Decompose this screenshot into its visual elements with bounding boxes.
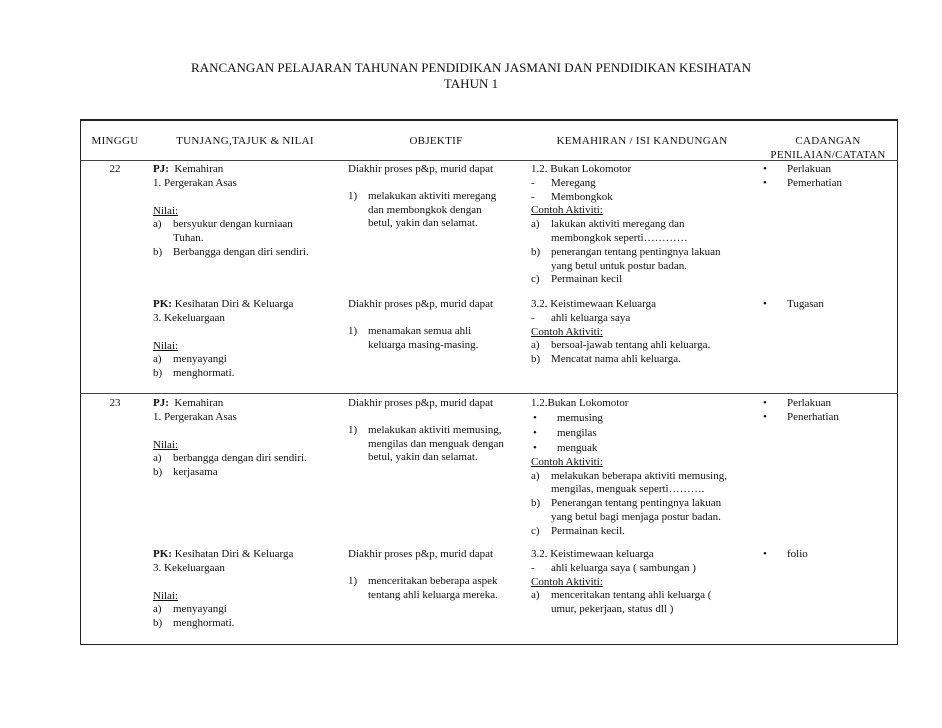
objektif-intro: Diakhir proses p&p, murid dapat: [348, 298, 494, 310]
objektif-item: 1) melakukan aktiviti meregang: [348, 189, 497, 202]
nilai-item: a) berbangga dengan diri sendiri.: [153, 452, 307, 465]
objektif-item-cont: betul, yakin dan selamat.: [368, 451, 478, 464]
header-cadangan: [760, 135, 896, 161]
aktiviti-item: b) Penerangan tentang pentingnya lakuan: [531, 497, 722, 510]
header-rule: [80, 160, 898, 161]
contoh-label: Contoh Aktiviti:: [531, 204, 603, 217]
cadangan-item: • Perlakuan: [763, 397, 831, 409]
kemahiran-title: 1.2. Bukan Lokomotor: [531, 163, 632, 175]
kemahiran-bullet: • memusing: [533, 411, 603, 424]
kemahiran-item: - ahli keluarga saya: [531, 311, 631, 324]
aktiviti-item: a) melakukan beberapa aktiviti memusing,: [531, 469, 727, 482]
header-objektif: OBJEKTIF: [409, 135, 463, 147]
tunjang-heading: PJ: Kemahiran: [153, 397, 224, 409]
cadangan-cell: [761, 163, 895, 191]
kemahiran-title: 3.2. Keistimewaan keluarga: [531, 548, 654, 560]
tunjang-topic: 3. Kekeluargaan: [153, 561, 225, 574]
cadangan-item: • Tugasan: [763, 298, 824, 310]
contoh-label: Contoh Aktiviti:: [531, 455, 603, 468]
objektif-intro: Diakhir proses p&p, murid dapat: [348, 163, 494, 175]
kemahiran-bullet: • menguak: [533, 441, 598, 454]
kemahiran-title: 1.2.Bukan Lokomotor: [531, 397, 629, 409]
objektif-item-cont: tentang ahli keluarga mereka.: [368, 588, 498, 601]
cadangan-item: • folio: [763, 548, 808, 560]
cadangan-cell: [761, 397, 895, 425]
nilai-item: a) menyayangi: [153, 353, 227, 366]
aktiviti-item-cont: mengilas, menguak seperti……….: [551, 483, 705, 496]
aktiviti-item: c) Permainan kecil.: [531, 524, 625, 537]
header-tunjang: TUNJANG,TAJUK & NILAI: [176, 135, 314, 147]
kemahiran-item: - Membongkok: [531, 190, 613, 203]
objektif-cell: [348, 397, 528, 465]
kemahiran-cell: [531, 548, 756, 617]
cadangan-item: • Perlakuan: [763, 163, 831, 175]
kemahiran-cell: [531, 397, 756, 539]
document-title: RANCANGAN PELAJARAN TAHUNAN PENDIDIKAN JASMANI DAN PENDIDIKAN KESIHATAN: [191, 60, 751, 75]
objektif-intro: Diakhir proses p&p, murid dapat: [348, 397, 494, 409]
aktiviti-item: b) penerangan tentang pentingnya lakuan: [531, 245, 721, 258]
objektif-item: 1) menamakan semua ahli: [348, 324, 472, 337]
tunjang-cell: [153, 548, 343, 631]
aktiviti-item-cont: membongkok seperti…………: [551, 231, 688, 244]
nilai-label: Nilai:: [153, 339, 179, 352]
contoh-label: Contoh Aktiviti:: [531, 575, 603, 588]
tunjang-topic: 3. Kekeluargaan: [153, 311, 225, 324]
tunjang-topic: 1. Pergerakan Asas: [153, 176, 237, 189]
header-minggu: MINGGU: [91, 135, 139, 147]
tunjang-cell: [153, 163, 343, 260]
nilai-item: b) menghormati.: [153, 617, 235, 630]
cadangan-item: • Pemerhatian: [763, 176, 842, 189]
tunjang-heading: PK: Kesihatan Diri & Keluarga: [153, 298, 294, 310]
week-divider: [80, 393, 898, 394]
document-subtitle: TAHUN 1: [443, 76, 499, 91]
tunjang-cell: [153, 397, 343, 480]
objektif-cell: [348, 163, 528, 231]
tunjang-topic: 1. Pergerakan Asas: [153, 410, 237, 423]
header-cadangan-line2: PENILAIAN/CATATAN: [770, 149, 886, 161]
nilai-item: b) menghormati.: [153, 367, 235, 380]
objektif-cell: [348, 298, 528, 352]
objektif-item-cont: dan membongkok dengan: [368, 203, 482, 216]
cadangan-cell: [761, 298, 895, 312]
objektif-intro: Diakhir proses p&p, murid dapat: [348, 548, 494, 560]
aktiviti-item-cont: umur, pekerjaan, status dll ): [551, 603, 674, 616]
objektif-item-cont: mengilas dan menguak dengan: [368, 437, 504, 450]
aktiviti-item-cont: yang betul untuk postur badan.: [551, 259, 687, 272]
kemahiran-cell: [531, 163, 756, 287]
aktiviti-item: b) Mencatat nama ahli keluarga.: [531, 353, 681, 366]
tunjang-cell: [153, 298, 343, 381]
nilai-item: b) kerjasama: [153, 466, 218, 479]
nilai-label: Nilai:: [153, 204, 179, 217]
cadangan-cell: [761, 548, 895, 562]
aktiviti-item: a) menceritakan tentang ahli keluarga (: [531, 589, 712, 602]
objektif-item: 1) melakukan aktiviti memusing,: [348, 423, 502, 436]
header-cadangan-line1: CADANGAN: [795, 135, 861, 147]
week-number: 23: [109, 397, 121, 409]
kemahiran-title: 3.2. Keistimewaan Keluarga: [531, 298, 657, 310]
objektif-item: 1) menceritakan beberapa aspek: [348, 574, 498, 587]
week-number: 22: [109, 163, 121, 175]
objektif-item-cont: keluarga masing-masing.: [368, 338, 479, 351]
kemahiran-item: - Meregang: [531, 176, 596, 189]
nilai-item: a) menyayangi: [153, 603, 227, 616]
aktiviti-item-cont: yang betul bagi menjaga postur badan.: [551, 510, 721, 523]
header-kemahiran: KEMAHIRAN / ISI KANDUNGAN: [556, 135, 728, 147]
nilai-label: Nilai:: [153, 589, 179, 602]
tunjang-heading: PJ: Kemahiran: [153, 163, 224, 175]
aktiviti-item: a) bersoal-jawab tentang ahli keluarga.: [531, 339, 711, 352]
aktiviti-item: c) Permainan kecil: [531, 273, 623, 286]
kemahiran-item: - ahli keluarga saya ( sambungan ): [531, 561, 696, 574]
contoh-label: Contoh Aktiviti:: [531, 325, 603, 338]
nilai-item: b) Berbangga dengan diri sendiri.: [153, 245, 309, 258]
objektif-cell: [348, 548, 528, 602]
kemahiran-cell: [531, 298, 756, 367]
nilai-item-cont: Tuhan.: [173, 232, 204, 245]
kemahiran-bullet: • mengilas: [533, 426, 597, 439]
objektif-item-cont: betul, yakin dan selamat.: [368, 217, 478, 230]
nilai-item: a) bersyukur dengan kurniaan: [153, 218, 293, 231]
nilai-label: Nilai:: [153, 438, 179, 451]
cadangan-item: • Penerhatian: [763, 410, 839, 423]
aktiviti-item: a) lakukan aktiviti meregang dan: [531, 218, 685, 231]
tunjang-heading: PK: Kesihatan Diri & Keluarga: [153, 548, 294, 560]
